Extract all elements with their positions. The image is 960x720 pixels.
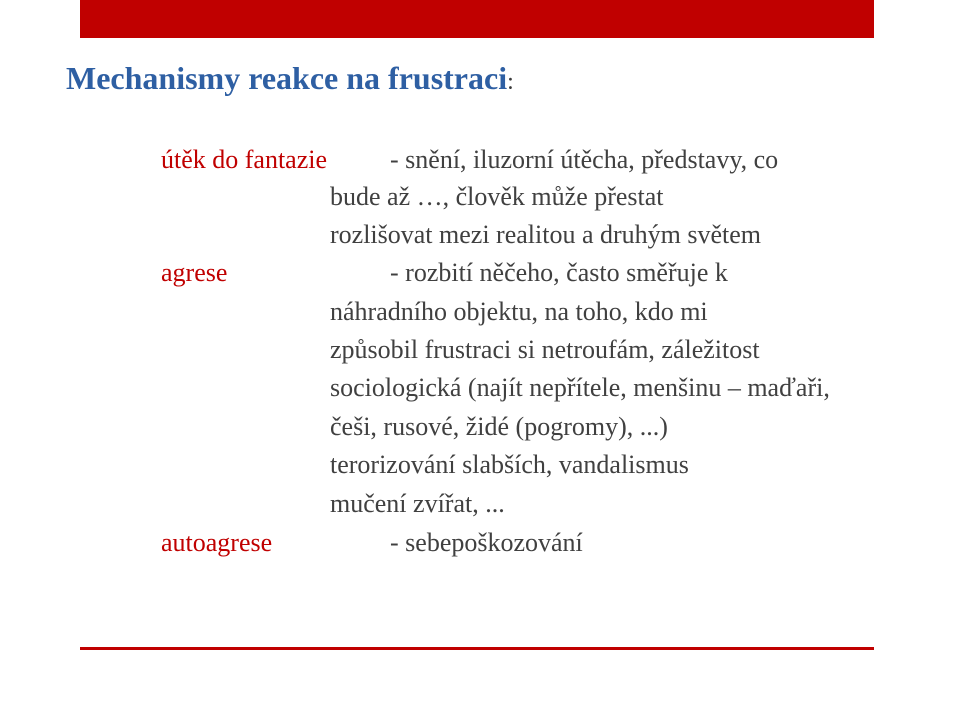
definition-line: náhradního objektu, na toho, kdo mi [330, 297, 708, 326]
definition-line: způsobil frustraci si netroufám, záležitost [330, 335, 760, 364]
definition-line: terorizování slabších, vandalismus [330, 450, 689, 479]
bottom-divider [80, 647, 874, 650]
slide-title-colon: : [507, 69, 514, 95]
definition-line: - sebepoškozování [390, 528, 583, 557]
definition-line: mučení zvířat, ... [330, 489, 505, 518]
term-escape-into-fantasy: útěk do fantazie [161, 145, 328, 174]
definition-line: bude až …, člověk může přestat [330, 182, 664, 211]
definition-line: - snění, iluzorní útěcha, představy, co [390, 145, 779, 174]
definition-line: češi, rusové, židé (pogromy), ...) [330, 412, 668, 441]
term-aggression: agrese [161, 258, 228, 287]
definition-line: sociologická (najít nepřítele, menšinu – maďaři, [330, 373, 830, 402]
definition-line: rozlišovat mezi realitou a druhým světem [330, 220, 762, 249]
definition-line: - rozbití něčeho, často směřuje k [390, 258, 728, 287]
slide-title-text: Mechanismy reakce na frustraci [66, 60, 508, 96]
top-accent-bar [80, 0, 874, 38]
term-autoaggression: autoagrese [161, 528, 273, 557]
slide-title [66, 56, 514, 104]
